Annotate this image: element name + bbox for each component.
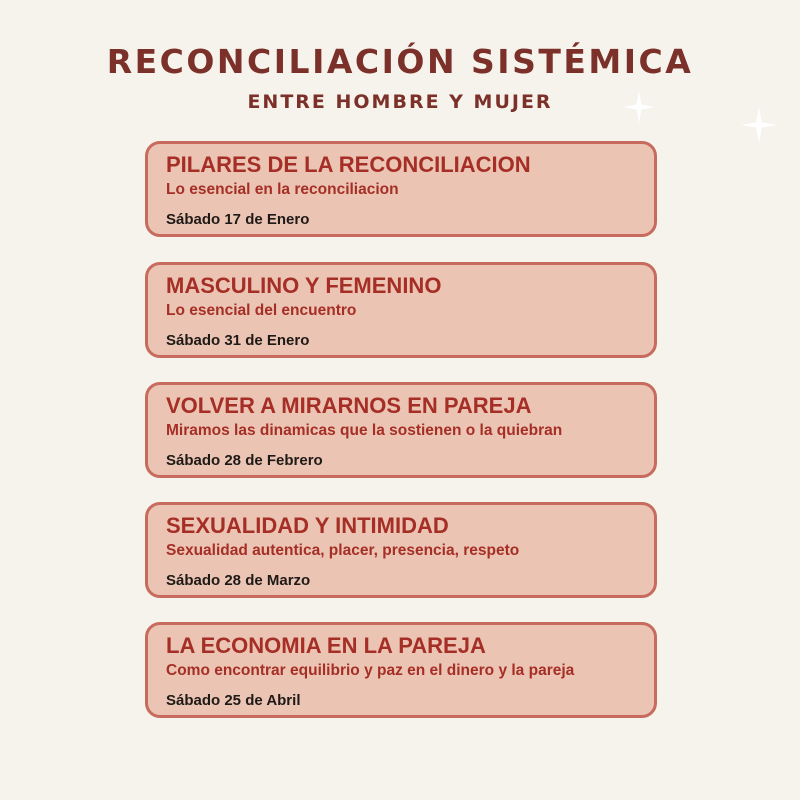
event-date: Sábado 28 de Marzo xyxy=(166,572,311,589)
page-subtitle: ENTRE HOMBRE Y MUJER xyxy=(247,91,553,113)
event-card xyxy=(145,262,657,358)
page-title: RECONCILIACIÓN SISTÉMICA xyxy=(106,42,694,81)
event-card xyxy=(145,141,657,237)
event-title: MASCULINO Y FEMENINO xyxy=(166,273,442,298)
event-subtitle: Como encontrar equilibrio y paz en el dinero y la pareja xyxy=(166,662,575,679)
event-date: Sábado 25 de Abril xyxy=(166,692,301,709)
event-subtitle: Lo esencial en la reconciliacion xyxy=(166,181,399,198)
event-date: Sábado 31 de Enero xyxy=(166,332,310,349)
event-title: VOLVER A MIRARNOS EN PAREJA xyxy=(166,393,532,418)
event-card xyxy=(145,502,657,598)
event-date: Sábado 17 de Enero xyxy=(166,211,310,228)
event-title: SEXUALIDAD Y INTIMIDAD xyxy=(166,513,449,538)
event-title: PILARES DE LA RECONCILIACION xyxy=(166,152,531,177)
event-card xyxy=(145,382,657,478)
event-date: Sábado 28 de Febrero xyxy=(166,452,323,469)
sparkle-icon xyxy=(740,106,778,144)
header xyxy=(0,40,800,116)
event-title: LA ECONOMIA EN LA PAREJA xyxy=(166,633,486,658)
event-subtitle: Miramos las dinamicas que la sostienen o la quiebran xyxy=(166,422,563,439)
event-subtitle: Sexualidad autentica, placer, presencia, respeto xyxy=(166,542,520,559)
event-card xyxy=(145,622,657,718)
sparkle-icon xyxy=(622,90,656,124)
event-subtitle: Lo esencial del encuentro xyxy=(166,302,357,319)
